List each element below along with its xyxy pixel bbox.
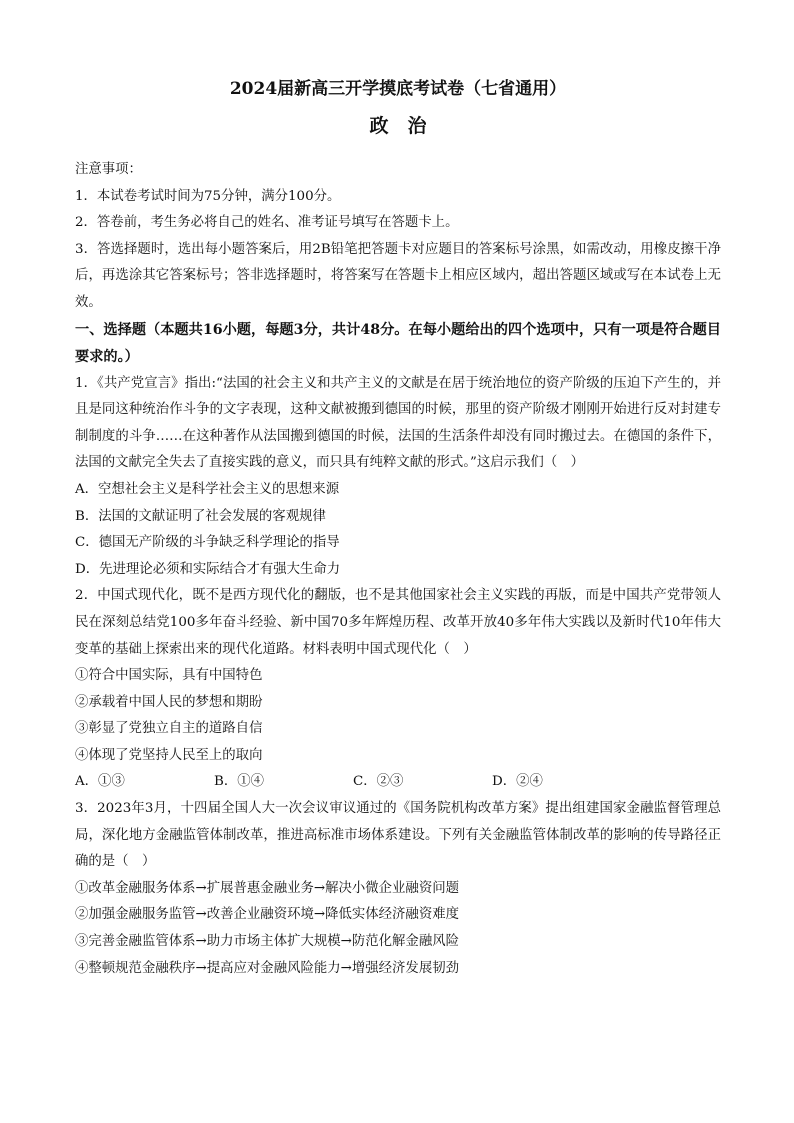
page-content <box>75 78 721 982</box>
choice-c: C．②③ <box>353 774 404 790</box>
note-item: 2．答卷前，考生务必将自己的姓名、准考证号填写在答题卡上。 <box>75 215 459 231</box>
section-heading: 一、选择题（本题共16小题，每题3分，共计48分。在每小题给出的四个选项中，只有一项是符合题目要求的。） <box>75 321 721 365</box>
statement-3: ③彰显了党独立自主的道路自信 <box>75 721 263 737</box>
statement-1: ①改革金融服务体系→扩展普惠金融业务→解决小微企业融资问题 <box>75 880 459 896</box>
notes-heading: 注意事项： <box>75 162 142 177</box>
subject-title: 政 治 <box>369 115 427 137</box>
statement-2: ②承载着中国人民的梦想和期盼 <box>75 694 263 710</box>
statement-4: ④体现了党坚持人民至上的取向 <box>75 747 263 763</box>
choice-b: B．①④ <box>214 774 265 790</box>
note-item: 3．答选择题时，选出每小题答案后，用2B铅笔把答题卡对应题目的答案标号涂黑，如需改动，用橡皮擦干净后，再选涂其它答案标号；答非选择题时，将答案写在答题卡上相应区域内，超出答题区域或写在本试卷上无效。 <box>75 241 721 310</box>
option-d: D．先进理论必须和实际结合才有强大生命力 <box>75 561 341 577</box>
question-stem: 3．2023年3月，十四届全国人大一次会议审议通过的《国务院机构改革方案》提出组建国家金融监督管理总局，深化地方金融监管体制改革，推进高标准市场体系建设。下列有关金融监管体制改革的影响的传导路径正确的是（ ） <box>75 801 721 870</box>
question-stem: 2．中国式现代化，既不是西方现代化的翻版，也不是其他国家社会主义实践的再版，而是中国共产党带领人民在深刻总结党100多年奋斗经验、新中国70多年辉煌历程、改革开放40多年伟大实践以及新时代10年伟大变革的基础上探索出来的现代化道路。材料表明中国式现代化（ ） <box>75 588 721 657</box>
option-a: A．空想社会主义是科学社会主义的思想来源 <box>75 481 340 497</box>
option-c: C．德国无产阶级的斗争缺乏科学理论的指导 <box>75 535 340 551</box>
statement-4: ④整顿规范金融秩序→提高应对金融风险能力→增强经济发展韧劲 <box>75 960 459 976</box>
option-b: B．法国的文献证明了社会发展的客观规律 <box>75 508 326 524</box>
choice-d: D．②④ <box>492 774 543 790</box>
note-item: 1．本试卷考试时间为75分钟，满分100分。 <box>75 188 341 204</box>
question-stem: 1．《共产党宣言》指出:“法国的社会主义和共产主义的文献是在居于统治地位的资产阶级的压迫下产生的，并且是同这种统治作斗争的文字表现，这种文献被搬到德国的时候，那里的资产阶级才刚刚开始进行反对封建专制制度的斗争……在这种著作从法国搬到德国的时候，法国的生活条件却没有同时搬过去。在德国的条件下，法国的文献完全失去了直接实践的意义，而只具有纯粹文献的形式。”这启示我们（ ） <box>75 375 721 471</box>
statement-1: ①符合中国实际，具有中国特色 <box>75 668 263 684</box>
statement-3: ③完善金融监管体系→助力市场主体扩大规模→防范化解金融风险 <box>75 934 459 950</box>
choice-row <box>75 769 721 796</box>
statement-2: ②加强金融服务监管→改善企业融资环境→降低实体经济融资难度 <box>75 907 459 923</box>
exam-title: 2024届新高三开学摸底考试卷（七省通用） <box>229 79 567 99</box>
choice-a: A．①③ <box>75 774 125 790</box>
